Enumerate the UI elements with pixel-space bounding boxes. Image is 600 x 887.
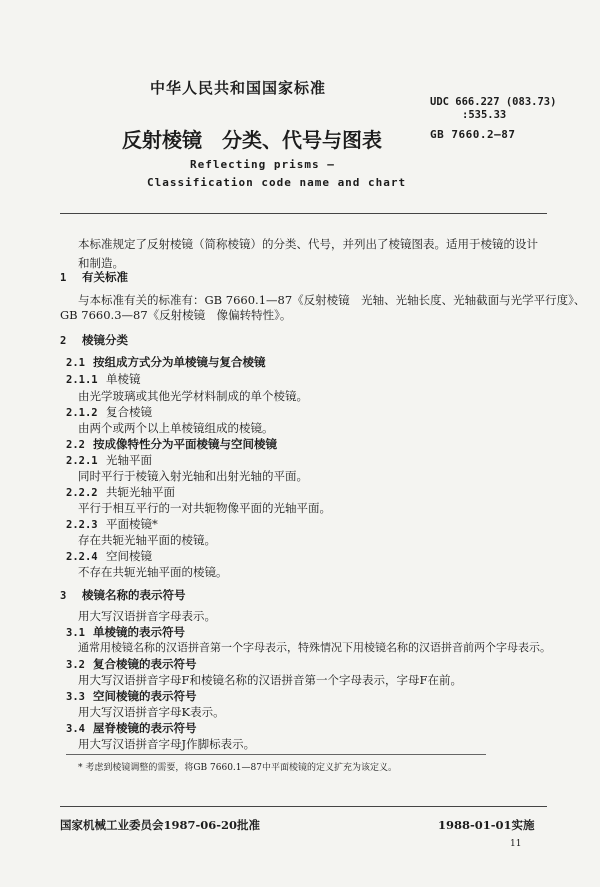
subsection-2-1-2-text: 由两个或两个以上单棱镜组成的棱镜。 (78, 421, 274, 435)
gb-standard-number: GB 7660.2—87 (430, 128, 516, 141)
subsection-3-1-heading (66, 625, 185, 640)
subsection-title: 复合棱镜的表示符号 (93, 657, 197, 671)
subsection-number: 2.2.2 (66, 487, 98, 499)
subsection-title: 空间棱镜的表示符号 (93, 689, 197, 703)
subsection-number: 2.2 (66, 439, 85, 451)
implementation-date: 1988-01-01实施 (438, 818, 535, 832)
subsection-3-3-heading (66, 689, 197, 704)
section-title: 棱镜名称的表示符号 (82, 588, 186, 602)
subsection-3-4-heading (66, 721, 197, 736)
english-title-line2: Classification code name and chart (147, 176, 407, 189)
intro-paragraph: 本标准规定了反射棱镜（简称棱镜）的分类、代号，并列出了棱镜图表。适用于棱镜的设计和制造。 (78, 237, 538, 270)
document-title: 反射棱镜 分类、代号与图表 (122, 128, 382, 152)
approval-date: 国家机械工业委员会1987-06-20批准 (60, 818, 261, 832)
subsection-2-1-1-text: 由光学玻璃或其他光学材料制成的单个棱镜。 (78, 389, 308, 403)
subsection-2-2-heading (66, 437, 277, 452)
subsection-2-1-1-heading (66, 372, 141, 387)
section-1-heading (60, 270, 128, 285)
subsection-2-1-heading (66, 355, 266, 370)
section-2-heading (60, 333, 128, 348)
subsection-2-2-3-heading (66, 517, 158, 532)
udc-code-continued: :535.33 (462, 109, 507, 121)
subsection-3-3-text: 用大写汉语拼音字母K表示。 (78, 705, 225, 719)
subsection-number: 2.1.2 (66, 407, 98, 419)
footer-divider (60, 806, 547, 807)
subsection-title: 平面棱镜* (106, 517, 158, 531)
subsection-number: 2.2.3 (66, 519, 98, 531)
footnote: * 考虑到棱镜调整的需要，将GB 7660.1—87中平面棱镜的定义扩充为该定义。 (78, 763, 397, 773)
subsection-title: 按组成方式分为单棱镜与复合棱镜 (93, 355, 266, 369)
subsection-2-2-2-text: 平行于相互平行的一对共轭物像平面的光轴平面。 (78, 501, 331, 515)
subsection-2-2-4-text: 不存在共轭光轴平面的棱镜。 (78, 565, 228, 579)
subsection-title: 共轭光轴平面 (106, 485, 175, 499)
subsection-2-2-2-heading (66, 485, 175, 500)
subsection-3-4-text: 用大写汉语拼音字母J作脚标表示。 (78, 737, 256, 751)
footnote-divider (66, 754, 486, 755)
subsection-title: 空间棱镜 (106, 549, 152, 563)
subsection-number: 3.4 (66, 723, 85, 735)
standard-type-heading: 中华人民共和国国家标准 (150, 79, 327, 97)
subsection-number: 2.1.1 (66, 374, 98, 386)
section-3-heading (60, 588, 186, 603)
subsection-number: 2.1 (66, 357, 85, 369)
subsection-title: 按成像特性分为平面棱镜与空间棱镜 (93, 437, 277, 451)
section-title: 棱镜分类 (82, 333, 128, 347)
subsection-title: 复合棱镜 (106, 405, 152, 419)
subsection-3-2-heading (66, 657, 197, 672)
subsection-2-2-1-heading (66, 453, 152, 468)
section-1-text-line1: 与本标准有关的标准有：GB 7660.1—87《反射棱镜 光轴、光轴长度、光轴截面与光学平行度》、 (78, 293, 586, 307)
subsection-title: 单棱镜的表示符号 (93, 625, 185, 639)
subsection-3-2-text: 用大写汉语拼音字母F和棱镜名称的汉语拼音第一个字母表示，字母F在前。 (78, 673, 462, 687)
subsection-title: 屋脊棱镜的表示符号 (93, 721, 197, 735)
subsection-number: 2.2.1 (66, 455, 98, 467)
subsection-2-2-4-heading (66, 549, 152, 564)
subsection-number: 2.2.4 (66, 551, 98, 563)
section-number: 2 (60, 335, 67, 347)
page-number: 11 (510, 839, 522, 849)
header-divider (60, 213, 547, 214)
subsection-number: 3.3 (66, 691, 85, 703)
subsection-3-1-text: 通常用棱镜名称的汉语拼音第一个字母表示，特殊情况下用棱镜名称的汉语拼音前两个字母表示。 (78, 641, 551, 654)
english-title-line1: Reflecting prisms — (190, 158, 335, 171)
section-title: 有关标准 (82, 270, 128, 284)
section-number: 1 (60, 272, 67, 284)
subsection-2-2-3-text: 存在共轭光轴平面的棱镜。 (78, 533, 216, 547)
subsection-number: 3.1 (66, 627, 85, 639)
subsection-title: 光轴平面 (106, 453, 152, 467)
subsection-number: 3.2 (66, 659, 85, 671)
subsection-2-2-1-text: 同时平行于棱镜入射光轴和出射光轴的平面。 (78, 469, 308, 483)
section-1-text-line2: GB 7660.3—87《反射棱镜 像偏转特性》。 (60, 308, 292, 322)
udc-code: UDC 666.227 (083.73) (430, 96, 557, 108)
section-3-intro: 用大写汉语拼音字母表示。 (78, 609, 216, 623)
subsection-title: 单棱镜 (106, 372, 141, 386)
subsection-2-1-2-heading (66, 405, 152, 420)
section-number: 3 (60, 590, 67, 602)
